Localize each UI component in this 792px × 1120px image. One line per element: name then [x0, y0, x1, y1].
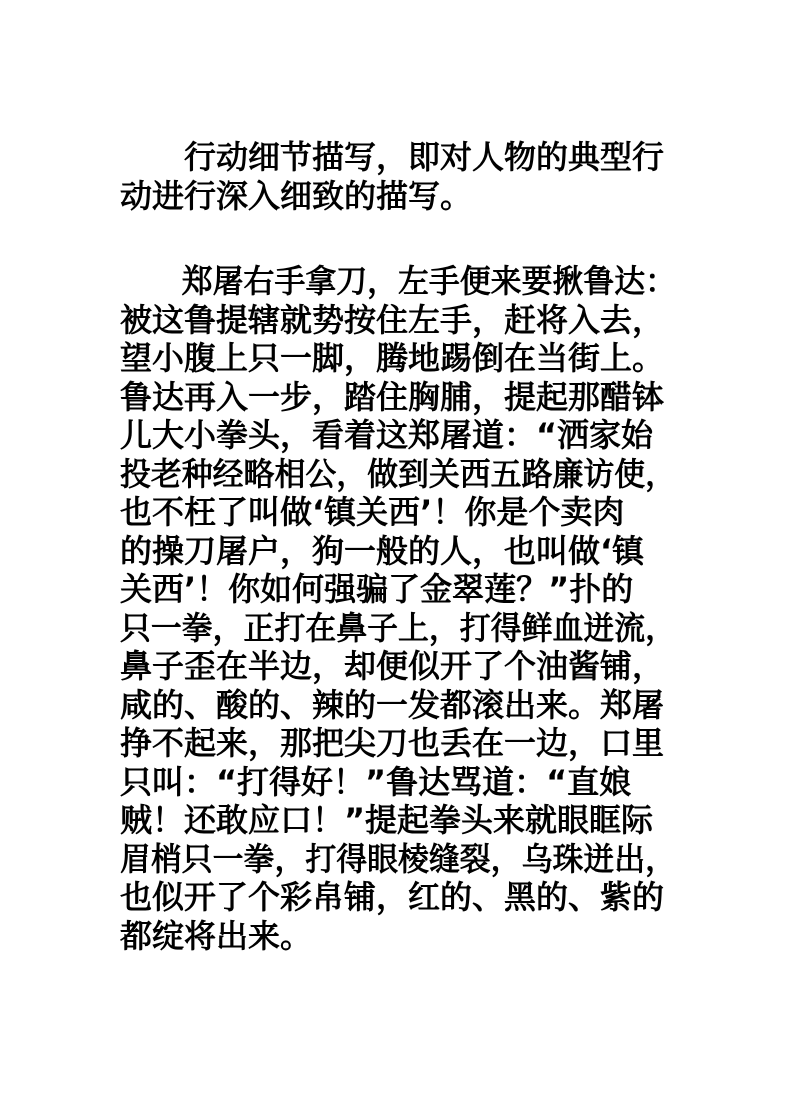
text-line: 咸的、酸的、辣的一发都滚出来。郑屠	[120, 685, 665, 724]
text-line: 只一拳，正打在鼻子上，打得鲜血迸流，	[120, 608, 677, 647]
text-line: 行动细节描写，即对人物的典型行	[120, 138, 665, 176]
paragraph-excerpt	[120, 262, 676, 955]
text-line: 贼！还敢应口！”提起拳头来就眼眶际	[120, 801, 654, 839]
text-line: 也不枉了叫做‘镇关西’！你是个卖肉	[120, 493, 625, 531]
text-line: 关西’！你如何强骗了金翠莲？”扑的	[120, 570, 634, 608]
text-line: 郑屠右手拿刀，左手便来要揪鲁达：	[120, 262, 677, 300]
text-line: 投老种经略相公，做到关西五路廉访使，	[120, 454, 677, 493]
text-line: 鼻子歪在半边，却便似开了个油酱铺，	[120, 647, 665, 685]
text-line: 儿大小拳头，看着这郑屠道：“洒家始	[120, 416, 654, 454]
text-line: 也似开了个彩帛铺，红的、黑的、紫的	[120, 878, 665, 916]
text-line: 望小腹上只一脚，腾地踢倒在当街上。	[120, 339, 665, 377]
text-line: 被这鲁提辖就势按住左手，赶将入去，	[120, 300, 665, 339]
text-line: 挣不起来，那把尖刀也丢在一边，口里	[120, 724, 665, 762]
text-line: 鲁达再入一步，踏住胸脯，提起那醋钵	[120, 377, 665, 416]
text-line: 眉梢只一拳，打得眼棱缝裂，乌珠迸出，	[120, 839, 677, 878]
text-line: 动进行深入细致的描写。	[120, 176, 473, 215]
text-line: 都绽将出来。	[120, 916, 313, 955]
text-line: 只叫：“打得好！”鲁达骂道：“直娘	[120, 762, 632, 801]
paragraph-intro	[120, 138, 676, 215]
text-line: 的操刀屠户，狗一般的人，也叫做‘镇	[120, 531, 645, 570]
